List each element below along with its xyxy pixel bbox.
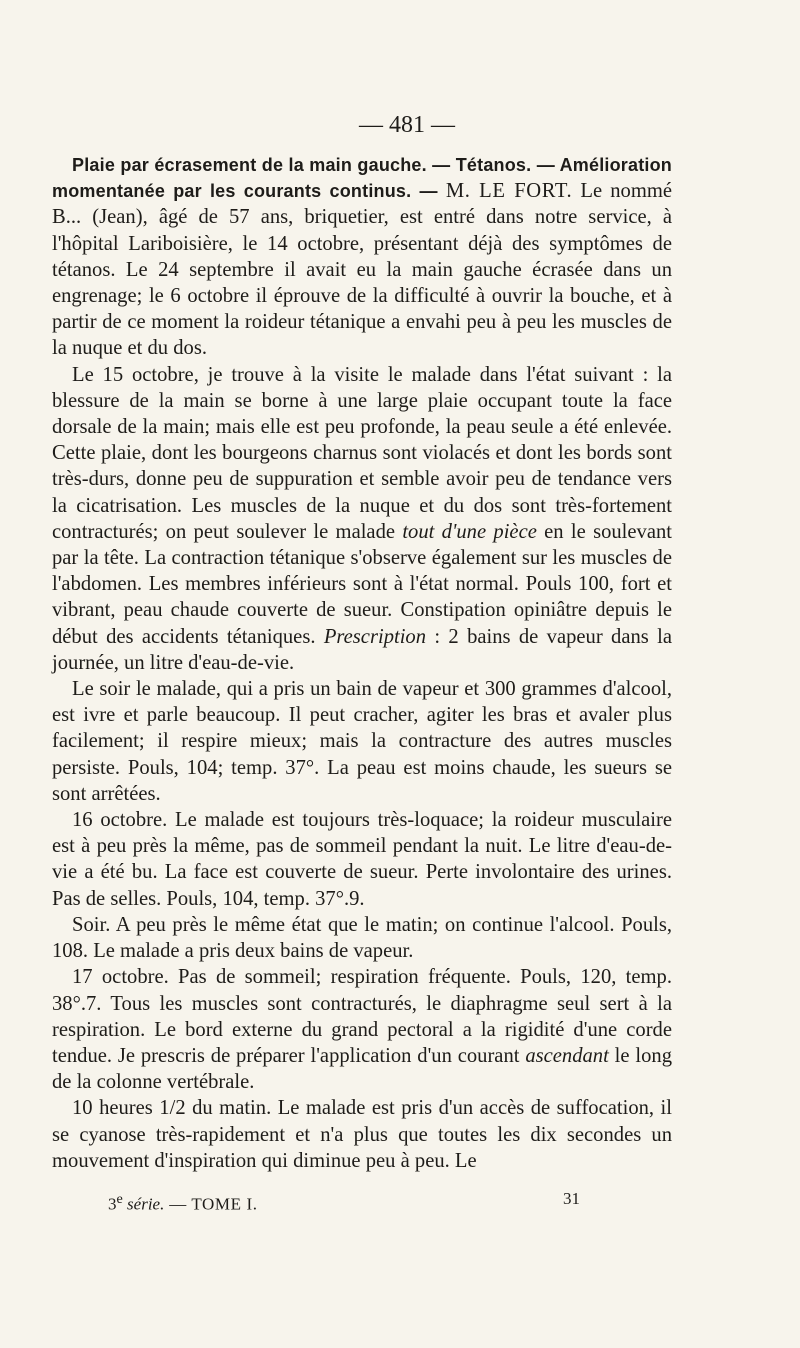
paragraph-oct-15: Le 15 octobre, je trouve à la visite le malade dans l'état suivant : la blessure de la main se borne à une large plaie occupant toute la face dorsale de la main; mais elle est peu profonde, la peau seule a été enlevée. Cette plaie, dont les bourgeons charnus sont violacés et dont les bords sont très-durs, donne peu de suppuration et semble avoir peu de tendance vers la cicatrisation. Les muscles de la nuque et du dos sont très-fortement contracturés; on peut soulever le malade tout d'une pièce en le soulevant par la tête. La contraction tétanique s'observe également sur les muscles de l'abdomen. Les membres inférieurs sont à l'état normal. Pouls 100, fort et vibrant, peau chaude couverte de sueur. Constipation opiniâtre depuis le début des accidents tétaniques. Prescription : 2 bains de vapeur dans la journée, un litre d'eau-de-vie. [52,363,673,674]
paragraph-evening: Le soir le malade, qui a pris un bain de vapeur et 300 grammes d'alcool, est ivre et parle beaucoup. Il peut cracher, agiter les bras et avaler plus facilement; il respire mieux; mais la contracture des autres muscles persiste. Pouls, 104; temp. 37°. La peau est moins chaude, les sueurs se sont arrêtées. [52,678,672,805]
section-heading: Plaie par écrasement de la main gauche. — Tétanos. — Amélioration momentanée par les courants continus. — [52,155,672,202]
author-name: M. LE FORT. [445,180,573,203]
paragraph-oct-17: 17 octobre. Pas de sommeil; respiration fréquente. Pouls, 120, temp. 38°.7. Tous les muscles sont contracturés, le diaphragme seul sert à la respiration. Le bord externe du grand pectoral a la rigidité d'une corde tendue. Je prescris de préparer l'application d'un courant ascendant le long de la colonne vertébrale. [52,966,672,1094]
italic-phrase: Prescription [323,625,427,648]
page-number: — 481 — [359,112,455,138]
paragraph-ten-hours: 10 heures 1/2 du matin. Le malade est pris d'un accès de suffocation, il se cyanose très-rapidement et n'a plus que toutes les dix secondes un mouvement d'inspiration qui diminue peu à peu. Le [52,1097,672,1172]
paragraph-intro [52,152,672,362]
signature-mark: 31 [563,1189,580,1208]
italic-phrase: ascendant [525,1044,609,1067]
paragraph-text: Le nommé B... (Jean), âgé de 57 ans, briquetier, est entré dans notre service, à l'hôpital Lariboisière, le 14 octobre, présentant déjà des symptômes de tétanos. Le 24 septembre il avait eu la main gauche écrasée dans un engrenage; le 6 octobre il éprouve de la difficulté à ouvrir la bouche, et à partir de ce moment la roideur tétanique a envahi peu à peu les muscles de la nuque et du dos. [52,180,672,360]
series-volume: 3e série. — TOME I. [108,1191,258,1214]
page-footer [108,1188,580,1216]
italic-phrase: tout d'une pièce [402,520,537,543]
paragraph-soir: Soir. A peu près le même état que le matin; on continue l'alcool. Pouls, 108. Le malade a pris deux bains de vapeur. [52,913,672,963]
paragraph-oct-16: 16 octobre. Le malade est toujours très-loquace; la roideur musculaire est à peu près la même, pas de sommeil pendant la nuit. Le litre d'eau-de-vie a été bu. La face est couverte de sueur. Perte involontaire des urines. Pas de selles. Pouls, 104, temp. 37°.9. [52,809,672,910]
